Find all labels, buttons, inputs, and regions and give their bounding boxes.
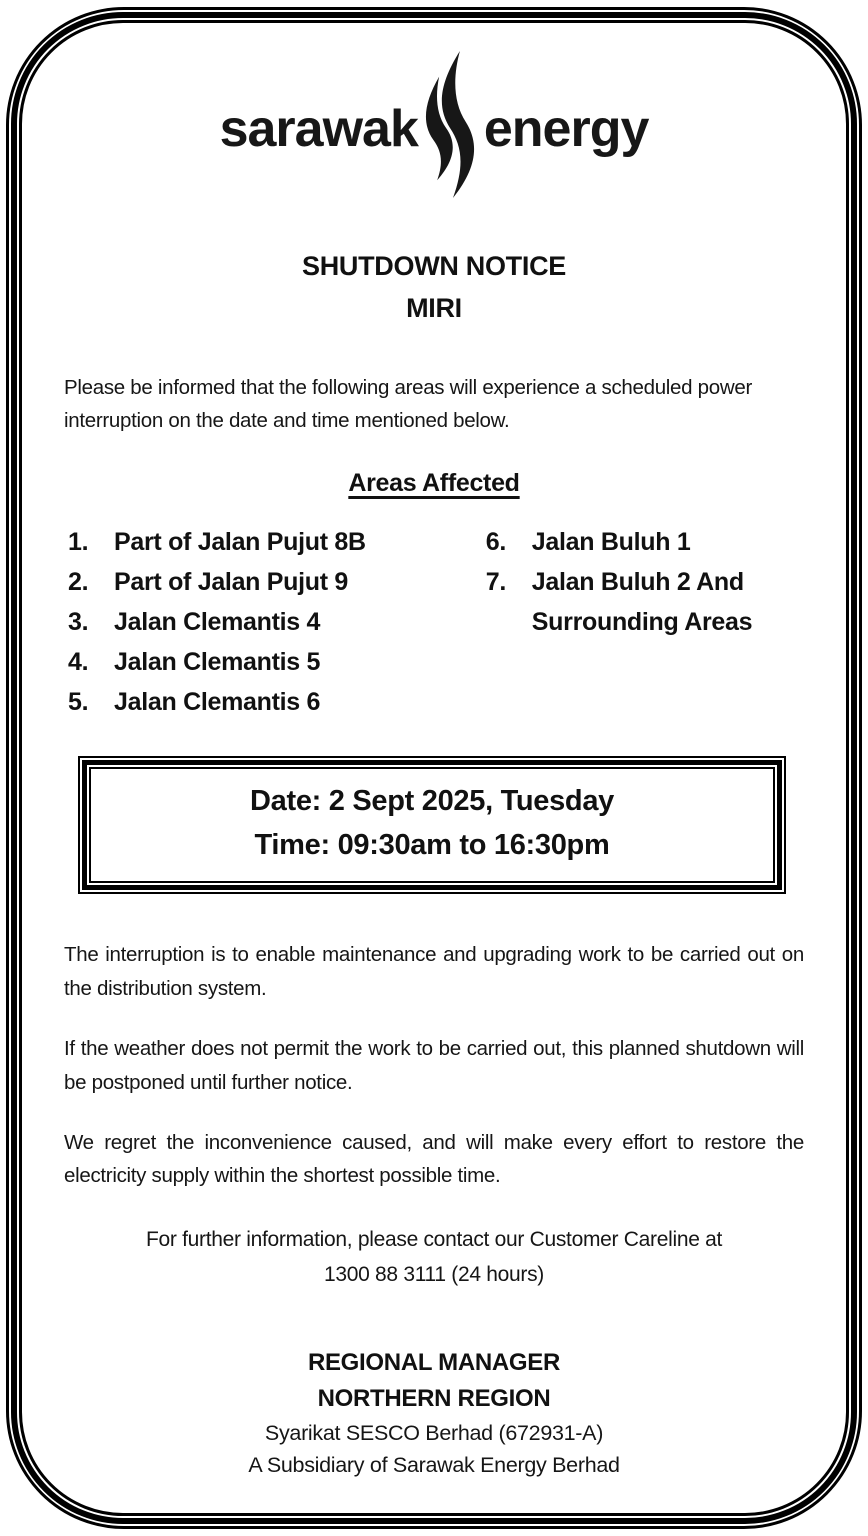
list-item	[68, 562, 486, 602]
page-border-inner	[19, 20, 849, 1516]
item-number: 3.	[68, 608, 89, 637]
paragraph-weather: If the weather does not permit the work to be carried out, this planned shutdown will be postponed until further notice.	[64, 1037, 804, 1094]
areas-column-right	[486, 522, 804, 722]
item-number: 7.	[485, 568, 507, 597]
list-item-continuation	[486, 602, 804, 642]
careline-phone: 1300 88 3111 (24 hours)	[324, 1262, 544, 1286]
list-item	[486, 522, 804, 562]
areas-affected-heading: Areas Affected	[348, 469, 520, 498]
logo-word-sarawak: sarawak	[219, 100, 418, 158]
sarawak-energy-logo	[64, 53, 804, 205]
item-text: Jalan Buluh 2 And	[531, 568, 744, 597]
item-text: Part of Jalan Pujut 8B	[114, 528, 366, 557]
item-text: Surrounding Areas	[531, 608, 753, 637]
notice-title-block	[64, 245, 804, 329]
schedule-date: Date: 2 Sept 2025, Tuesday	[250, 785, 614, 818]
careline-text: For further information, please contact our Customer Careline at	[145, 1228, 723, 1252]
list-item	[486, 562, 804, 602]
list-item	[68, 682, 486, 722]
item-text: Jalan Clemantis 5	[114, 648, 321, 677]
notice-location: MIRI	[406, 293, 462, 323]
signature-subsidiary: A Subsidiary of Sarawak Energy Berhad	[248, 1452, 620, 1477]
logo-word-energy: energy	[483, 100, 649, 158]
signature-role: REGIONAL MANAGER	[307, 1348, 561, 1376]
paragraph-regret: We regret the inconvenience caused, and will make every effort to restore the electricity supply within the shortest possible time.	[64, 1130, 804, 1188]
flame-icon	[420, 51, 482, 199]
notice-title: SHUTDOWN NOTICE	[302, 251, 566, 281]
careline-block	[64, 1223, 804, 1292]
signature-block	[64, 1345, 804, 1481]
item-text: Jalan Clemantis 4	[114, 608, 321, 637]
item-number: 2.	[68, 568, 89, 597]
signature-region: NORTHERN REGION	[317, 1384, 551, 1412]
item-text: Jalan Clemantis 6	[114, 688, 321, 717]
item-number: 6.	[485, 528, 507, 557]
list-item	[68, 642, 486, 682]
item-number	[486, 602, 532, 642]
notice-content	[22, 23, 846, 1481]
schedule-box-inner	[89, 767, 775, 883]
item-number: 1.	[68, 528, 89, 557]
schedule-time: Time: 09:30am to 16:30pm	[254, 829, 610, 862]
item-number: 4.	[68, 648, 89, 677]
signature-company: Syarikat SESCO Berhad (672931-A)	[264, 1420, 604, 1445]
areas-column-left	[64, 522, 486, 722]
item-number: 5.	[68, 688, 89, 717]
item-text: Jalan Buluh 1	[531, 528, 691, 557]
intro-paragraph: Please be informed that the following areas will experience a scheduled power interruption on the date and time mentioned below.	[64, 376, 752, 433]
list-item	[68, 602, 486, 642]
page-border-middle	[11, 12, 857, 1524]
schedule-box	[78, 756, 786, 894]
page-border-outer	[6, 7, 862, 1529]
schedule-box-middle-border	[82, 760, 782, 890]
list-item	[68, 522, 486, 562]
paragraph-maintenance: The interruption is to enable maintenance and upgrading work to be carried out on the distribution system.	[64, 943, 804, 1001]
item-text: Part of Jalan Pujut 9	[114, 568, 349, 597]
areas-list	[64, 522, 804, 722]
